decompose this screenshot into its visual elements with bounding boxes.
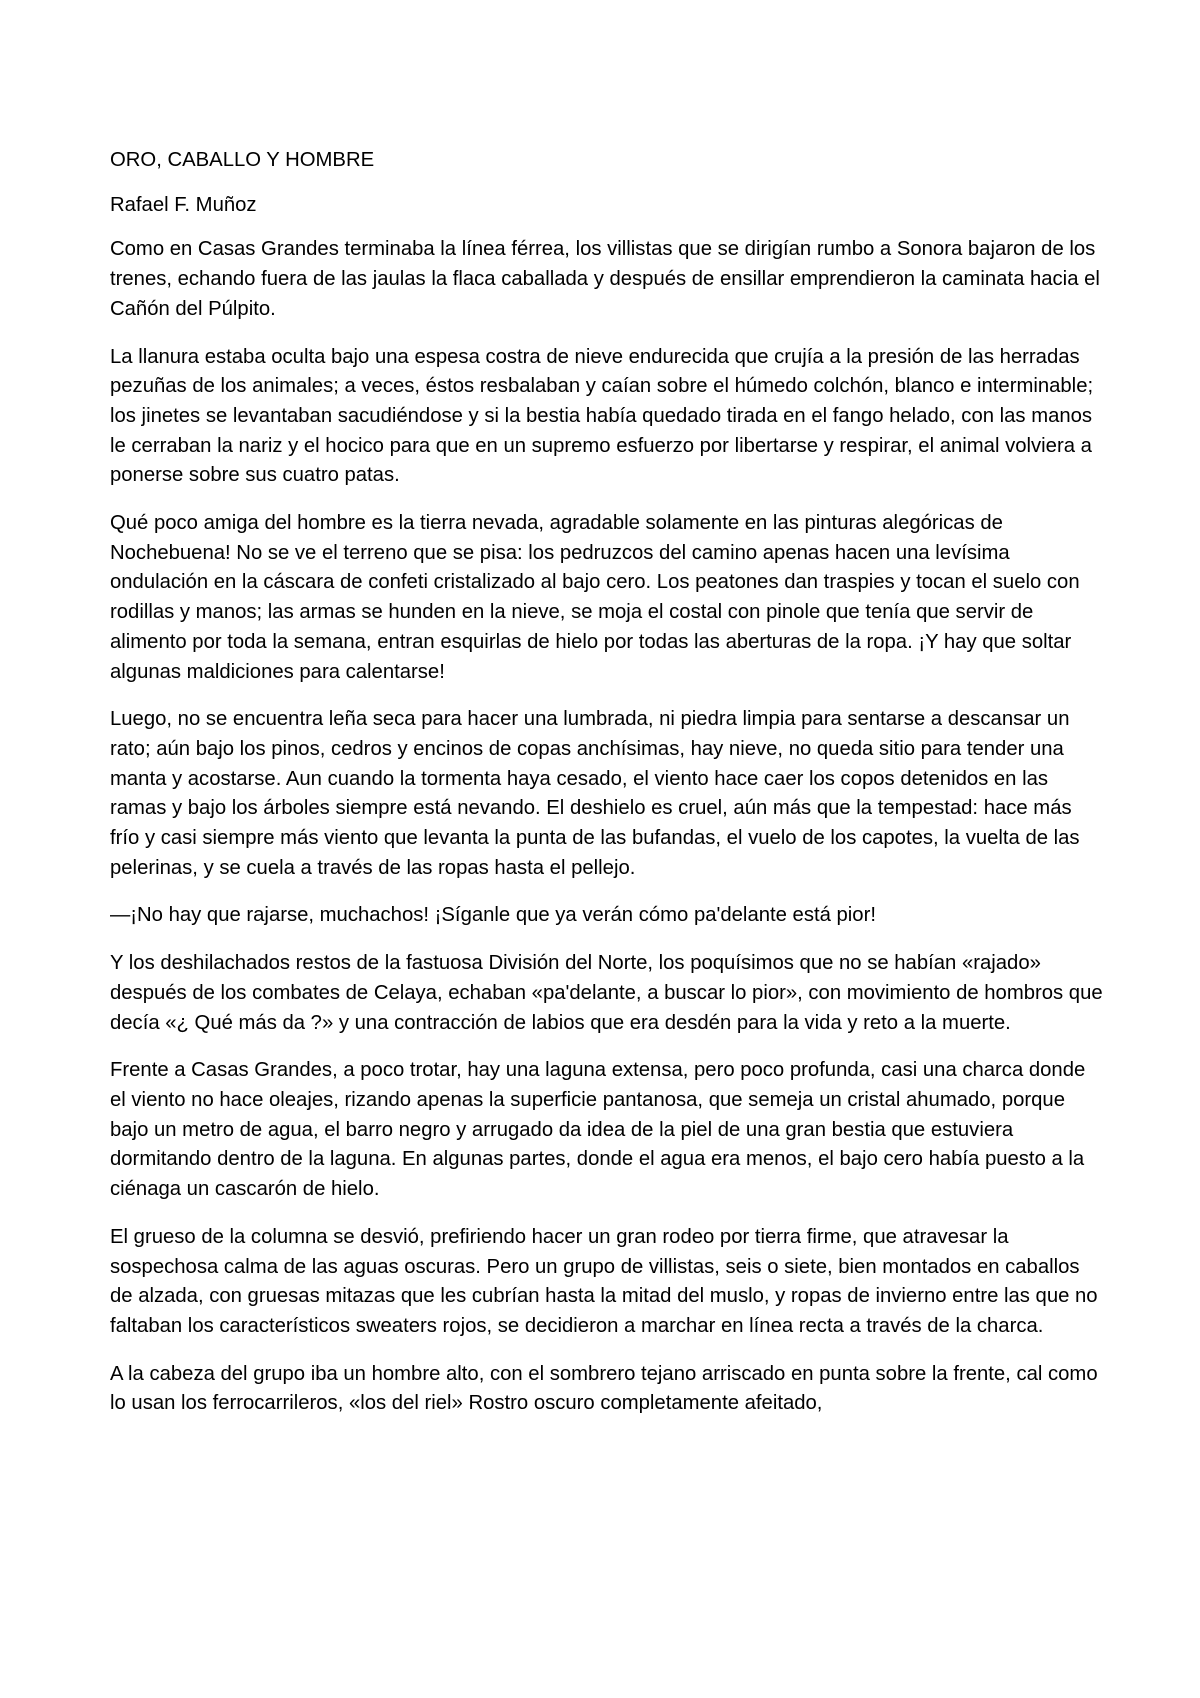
paragraph: La llanura estaba oculta bajo una espesa costra de nieve endurecida que crujía a la presión de las herradas pezuñas de los animales; a veces, éstos resbalaban y caían sobre el húmedo colchón, blanco e interminable; los jinetes se levantaban sacudiéndose y si la bestia había quedado tirada en el fango helado, con las manos le cerraban la nariz y el hocico para que en un supremo esfuerzo por libertarse y respirar, el animal volviera a ponerse sobre sus cuatro patas. (110, 345, 1094, 487)
paragraph: Qué poco amiga del hombre es la tierra nevada, agradable solamente en las pinturas alegóricas de Nochebuena! No se ve el terreno que se pisa: los pedruzcos del camino apenas hacen una levísima ondulación en la cáscara de confeti cristalizado al bajo cero. Los peatones dan traspies y tocan el suelo con rodillas y manos; las armas se hunden en la nieve, se moja el costal con pinole que tenía que servir de alimento por toda la semana, entran esquirlas de hielo por todas las aberturas de la ropa. ¡Y hay que soltar algunas maldiciones para calentarse! (110, 512, 1080, 683)
document-title: ORO, CABALLO Y HOMBRE (110, 149, 375, 171)
paragraph: Luego, no se encuentra leña seca para hacer una lumbrada, ni piedra limpia para sentarse a descansar un rato; aún bajo los pinos, cedros y encinos de copas anchísimas, hay nieve, no queda sitio para tender una manta y acostarse. Aun cuando la tormenta haya cesado, el viento hace caer los copos detenidos en las ramas y bajo los árboles siempre está nevando. El deshielo es cruel, aún más que la tempestad: hace más frío y casi siempre más viento que levanta la punta de las bufandas, el vuelo de los capotes, la vuelta de las pelerinas, y se cuela a través de las ropas hasta el pellejo. (110, 708, 1080, 879)
paragraph: Como en Casas Grandes terminaba la línea férrea, los villistas que se dirigían rumbo a Sonora bajaron de los trenes, echando fuera de las jaulas la flaca caballada y después de ensillar emprendieron la caminata hacia el Cañón del Púlpito. (110, 238, 1100, 320)
paragraph: Frente a Casas Grandes, a poco trotar, hay una laguna extensa, pero poco profunda, casi una charca donde el viento no hace oleajes, rizando apenas la superficie pantanosa, que semeja un cristal ahumado, porque bajo un metro de agua, el barro negro y arrugado da idea de la piel de una gran bestia que estuviera dormitando dentro de la laguna. En algunas partes, donde el agua era menos, el bajo cero había puesto a la ciénaga un cascarón de hielo. (110, 1059, 1086, 1201)
document-body (110, 146, 1105, 1437)
paragraph: El grueso de la columna se desvió, prefiriendo hacer un gran rodeo por tierra firme, que atravesar la sospechosa calma de las aguas oscuras. Pero un grupo de villistas, seis o siete, bien montados en caballos de alzada, con gruesas mitazas que les cubrían hasta la mitad del muslo, y ropas de invierno entre las que no faltaban los característicos sweaters rojos, se decidieron a marchar en línea recta a través de la charca. (110, 1225, 1098, 1337)
paragraph: Y los deshilachados restos de la fastuosa División del Norte, los poquísimos que no se habían «rajado» después de los combates de Celaya, echaban «pa'delante, a buscar lo pior», con movimiento de hombros que decía «¿ Qué más da ?» y una contracción de labios que era desdén para la vida y reto a la muerte. (110, 952, 1103, 1034)
paragraph: A la cabeza del grupo iba un hombre alto, con el sombrero tejano arriscado en punta sobre la frente, cal como lo usan los ferrocarrileros, «los del riel» Rostro oscuro completamente afeitado, (110, 1362, 1098, 1415)
dialogue-line: —¡No hay que rajarse, muchachos! ¡Síganle que ya verán cómo pa'delante está pior! (110, 904, 876, 927)
document-author: Rafael F. Muñoz (110, 193, 257, 216)
